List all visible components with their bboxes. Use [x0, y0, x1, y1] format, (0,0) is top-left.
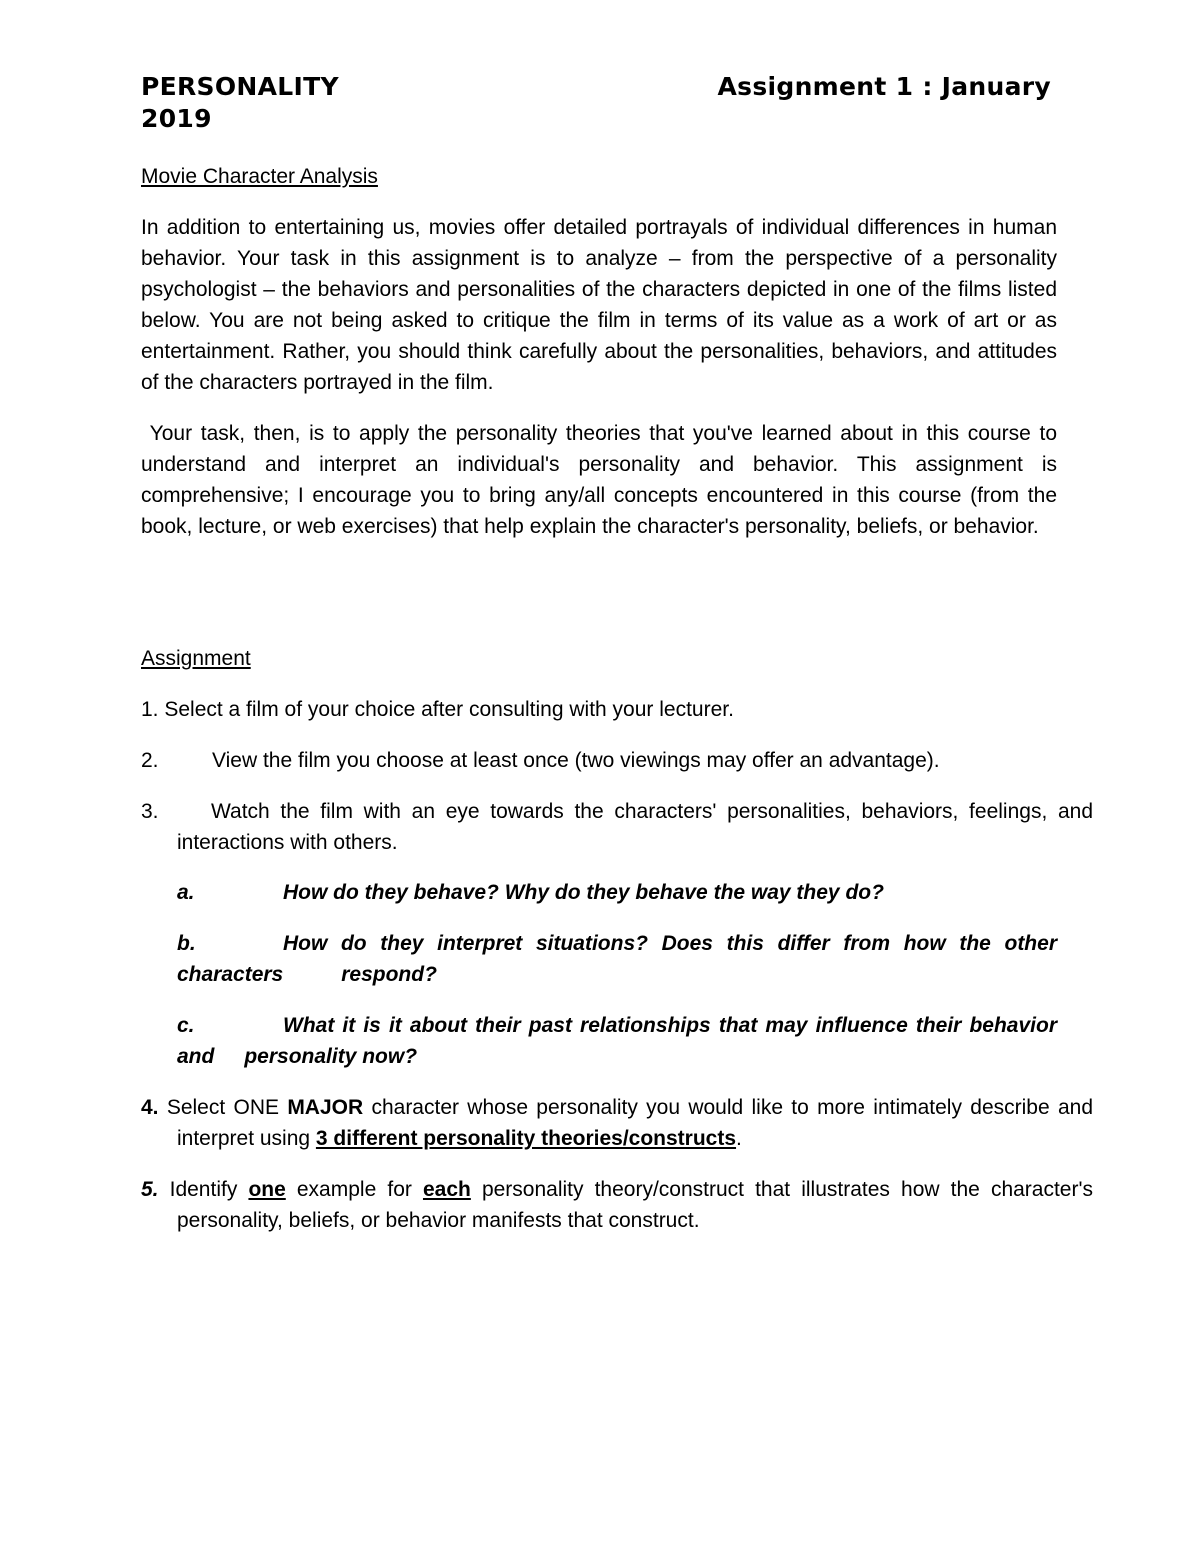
step-3-number: 3. — [141, 800, 159, 823]
step-3b-text-part2: respond? — [341, 963, 437, 986]
step-3b-text-part1: How do they interpret situations? Does this differ from how the other characters — [177, 932, 1057, 986]
step-5-one: one — [248, 1178, 286, 1201]
step-3b — [177, 928, 1057, 990]
step-1: 1. Select a film of your choice after consulting with your lecturer. — [141, 698, 734, 721]
step-3c-label: c. — [177, 1014, 195, 1037]
step-2-number: 2. — [141, 749, 159, 772]
assignment-year: 2019 — [141, 104, 212, 133]
step-3-text: Watch the film with an eye towards the characters' personalities, behaviors, feelings, and interactions with others. — [177, 800, 1093, 854]
step-3b-label: b. — [177, 932, 196, 955]
step-4-emphasis: 3 different personality theories/constructs — [315, 1127, 737, 1150]
step-3c — [177, 1010, 1057, 1072]
step-5-number: 5. — [141, 1178, 159, 1201]
step-2-text: View the film you choose at least once (two viewings may offer an advantage). — [212, 749, 940, 772]
step-3a — [177, 877, 1057, 908]
step-5-text: 5. Identify one example for each personality theory/construct that illustrates how the character's personality, beliefs, or behavior manifests that construct. — [141, 1178, 1093, 1232]
step-4-major: MAJOR — [287, 1096, 364, 1119]
step-5-each: each — [422, 1178, 471, 1201]
assignment-title: Assignment 1 : January — [717, 72, 1051, 101]
step-4-text: 4. Select ONE MAJOR character whose personality you would like to more intimately describe and interpret using 3 different personality theories/constructs. — [141, 1096, 1093, 1150]
section-title: Movie Character Analysis — [141, 165, 378, 188]
step-4-number: 4. — [141, 1096, 159, 1119]
course-title: PERSONALITY — [141, 72, 339, 101]
assignment-heading: Assignment — [141, 647, 251, 670]
step-3c-text-part1: What it is it about their past relationships that may influence their behavior and — [177, 1014, 1057, 1068]
step-3a-text: How do they behave? Why do they behave the way they do? — [283, 881, 884, 904]
step-3c-text-part2: personality now? — [244, 1045, 418, 1068]
step-3a-label: a. — [177, 881, 195, 904]
intro-paragraph-2: Your task, then, is to apply the personality theories that you've learned about in this course to understand and interpret an individual's personality and behavior. This assignment is comprehensive; I encourage you to bring any/all concepts encountered in this course (from the book, lecture, or web exercises) that help explain the character's personality, beliefs, or behavior. — [141, 422, 1063, 538]
intro-paragraph-1: In addition to entertaining us, movies offer detailed portrayals of individual differences in human behavior. Your task in this assignment is to analyze – from the perspective of a personality psychologist – the behaviors and personalities of the characters depicted in one of the films listed below. You are not being asked to critique the film in terms of its value as a work of art or as entertainment. Rather, you should think carefully about the personalities, behaviors, and attitudes of the characters portrayed in the film. — [141, 216, 1057, 394]
